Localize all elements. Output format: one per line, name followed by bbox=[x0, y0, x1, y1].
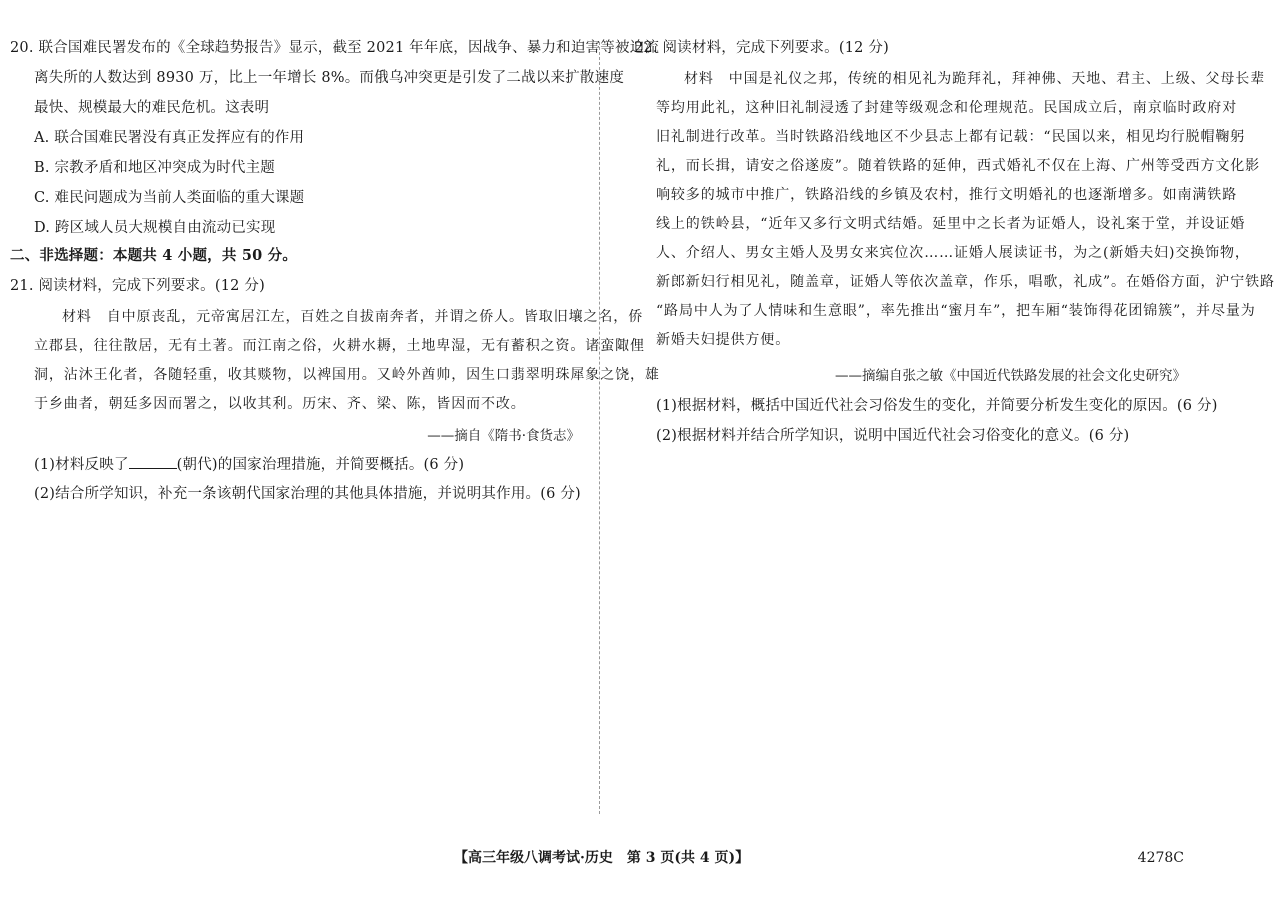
q22-material-line-7: 人、介绍人、男女主婚人及男女来宾位次……证婚人展读证书，为之(新婚夫妇)交换饰物， bbox=[656, 245, 1250, 261]
q20-stem-line-2: 离失所的人数达到 8930 万，比上一年增长 8%。而俄乌冲突更是引发了二战以来扩散速度 bbox=[34, 70, 625, 86]
q22-material-line-3: 旧礼制进行改革。当时铁路沿线地区不少县志上都有记载：“民国以来，相见均行脱帽鞠躬 bbox=[656, 129, 1246, 145]
q21-material-line-2: 立郡县，往往散居，无有土著。而江南之俗，火耕水耨，土地卑湿，无有蓄积之资。诸蛮陬俚 bbox=[34, 338, 645, 354]
q22-header: 22. 阅读材料，完成下列要求。(12 分) bbox=[634, 40, 889, 56]
q20-option-a: A. 联合国难民署没有真正发挥应有的作用 bbox=[34, 130, 305, 146]
q22-material-line-5: 响较多的城市中推广，铁路沿线的乡镇及农村，推行文明婚礼的也逐渐增多。如南满铁路 bbox=[656, 187, 1238, 203]
q20-option-c: C. 难民问题成为当前人类面临的重大课题 bbox=[34, 190, 305, 206]
q20-option-d: D. 跨区域人员大规模自由流动已实现 bbox=[34, 220, 276, 236]
q22-material-line-2: 等均用此礼，这种旧礼制浸透了封建等级观念和伦理规范。民国成立后，南京临时政府对 bbox=[656, 100, 1238, 116]
q21-material-line-4: 于乡曲者，朝廷多因而署之，以收其利。历宋、齐、梁、陈，皆因而不改。 bbox=[34, 396, 526, 412]
q21-subquestion-1 bbox=[34, 450, 464, 480]
q22-material-line-1: 材料 中国是礼仪之邦，传统的相见礼为跪拜礼，拜神佛、天地、君主、上级、父母长辈 bbox=[684, 71, 1266, 87]
section-2-heading: 二、非选择题：本题共 4 小题，共 50 分。 bbox=[10, 247, 298, 264]
q21-header: 21. 阅读材料，完成下列要求。(12 分) bbox=[10, 278, 265, 294]
q21-sub1-text-after: (朝代)的国家治理措施，并简要概括。(6 分) bbox=[176, 457, 465, 473]
column-divider bbox=[599, 42, 600, 814]
q20-stem-line-1: 20. 联合国难民署发布的《全球趋势报告》显示，截至 2021 年年底，因战争、暴力和迫害等被迫流 bbox=[10, 40, 660, 56]
q21-material-line-1: 材料 自中原丧乱，元帝寓居江左，百姓之自拔南奔者，并谓之侨人。皆取旧壤之名，侨 bbox=[62, 309, 644, 325]
page-footer: 【高三年级八调考试·历史 第 3 页(共 4 页)】 bbox=[454, 850, 750, 866]
q22-material-line-6: 线上的铁岭县，“近年又多行文明式结婚。延里中之长者为证婚人，设礼案于堂，并设证婚 bbox=[656, 216, 1246, 232]
q22-material-line-4: 礼，而长揖，请安之俗遂废”。随着铁路的延伸，西式婚礼不仅在上海、广州等受西方文化影 bbox=[656, 158, 1261, 174]
q22-subquestion-2: (2)根据材料并结合所学知识，说明中国近代社会习俗变化的意义。(6 分) bbox=[656, 428, 1130, 444]
q22-material-line-10: 新婚夫妇提供方便。 bbox=[656, 332, 791, 348]
q22-subquestion-1: (1)根据材料，概括中国近代社会习俗发生的变化，并简要分析发生变化的原因。(6 分) bbox=[656, 398, 1218, 414]
answer-blank bbox=[129, 454, 177, 469]
q22-material-line-9: “路局中人为了人情味和生意眼”，率先推出“蜜月车”，把车厢“装饰得花团锦簇”，并尽量为 bbox=[656, 303, 1256, 319]
q21-material-line-3: 洞，沾沐王化者，各随轻重，收其赕物，以裨国用。又岭外酋帅，因生口翡翠明珠犀象之饶，雄 bbox=[34, 367, 660, 383]
q20-option-b: B. 宗教矛盾和地区冲突成为时代主题 bbox=[34, 160, 275, 176]
q21-sub1-text: (1)材料反映了 bbox=[34, 457, 129, 473]
q21-subquestion-2: (2)结合所学知识，补充一条该朝代国家治理的其他具体措施，并说明其作用。(6 分) bbox=[34, 486, 581, 502]
document-code: 4278C bbox=[1137, 850, 1184, 866]
q20-stem-line-3: 最快、规模最大的难民危机。这表明 bbox=[34, 100, 270, 116]
q22-source: ——摘编自张之敏《中国近代铁路发展的社会文化史研究》 bbox=[835, 368, 1186, 384]
q22-material-line-8: 新郎新妇行相见礼，随盖章，证婚人等依次盖章，作乐，唱歌，礼成”。在婚俗方面，沪宁铁路 bbox=[656, 274, 1275, 290]
q21-source: ——摘自《隋书·食货志》 bbox=[427, 428, 580, 444]
